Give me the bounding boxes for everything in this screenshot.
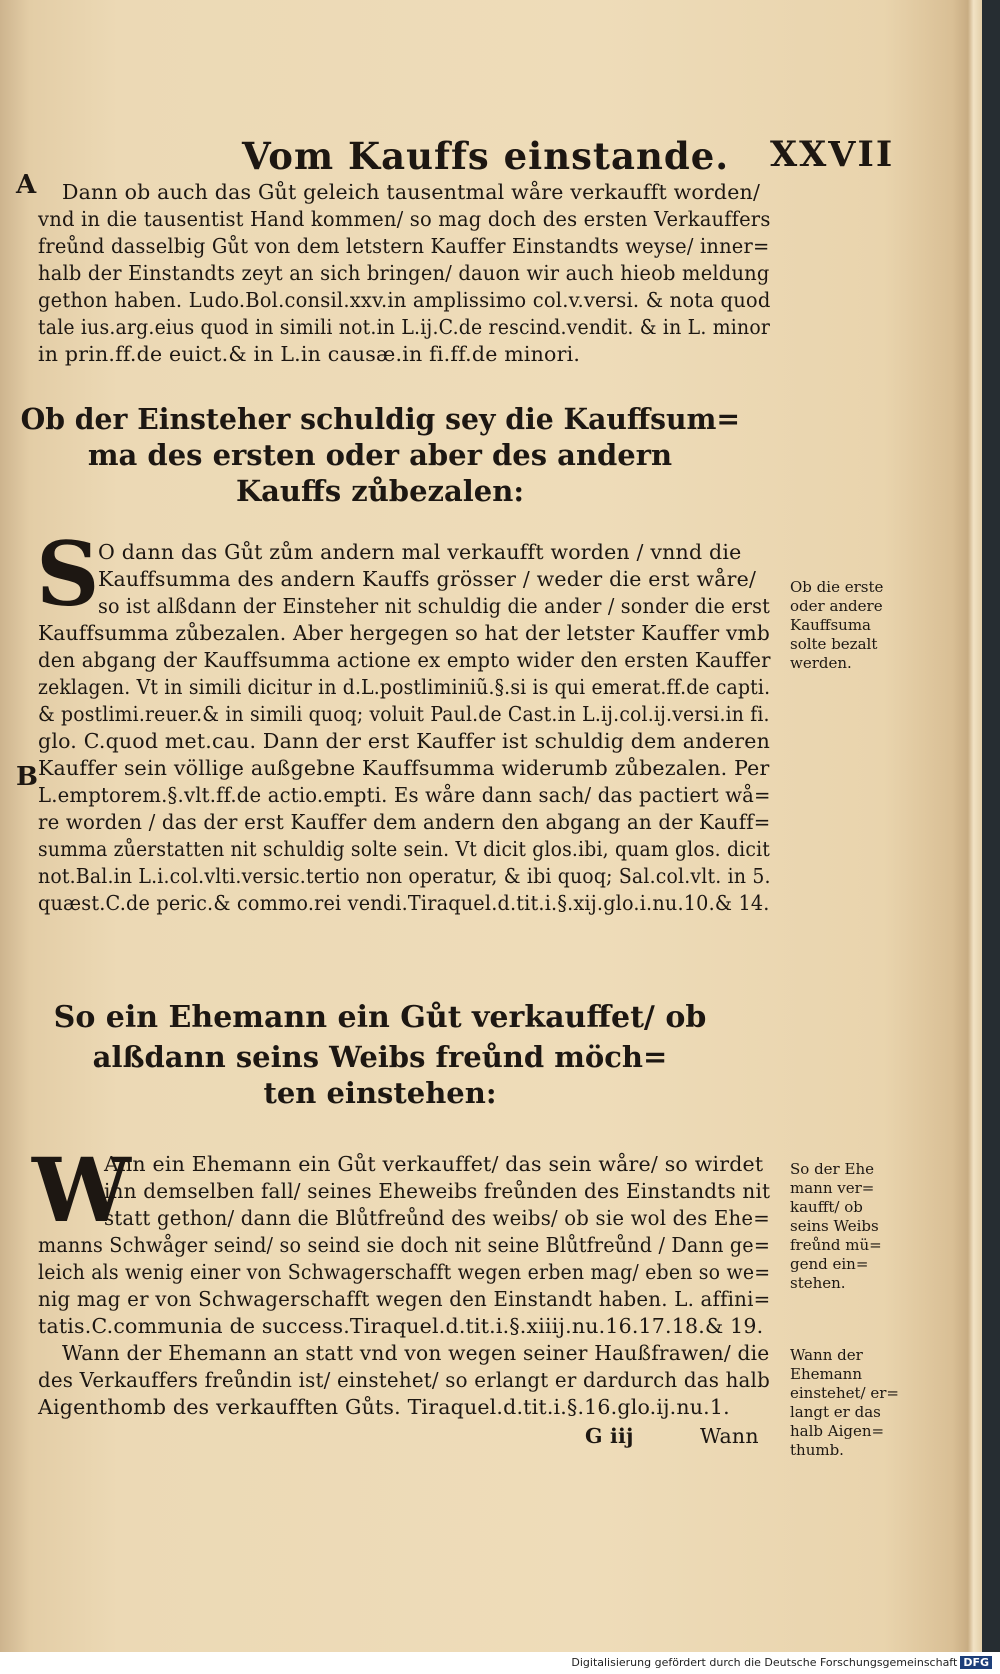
text-line: so ist alßdann der Einsteher nit schuldig die ander / sonder die erst xyxy=(98,594,771,618)
dfg-logo: DFG xyxy=(960,1656,992,1669)
margin-letter-b: B xyxy=(16,762,38,792)
drop-cap: S xyxy=(36,522,100,626)
text-line: glo. C.quod met.cau. Dann der erst Kauffer ist schuldig dem anderen xyxy=(38,729,770,753)
text-line: zeklagen. Vt in simili dicitur in d.L.postliminiũ.§.si is qui emerat.ff.de capti. xyxy=(38,675,771,699)
heading-line: alßdann seins Weibs freůnd möch= xyxy=(92,1040,668,1074)
text-line: den abgang der Kauffsumma actione ex empto wider den ersten Kauffer xyxy=(38,648,771,672)
text-line: tale ius.arg.eius quod in simili not.in L.ij.C.de rescind.vendit. & in L. minor xyxy=(38,315,771,339)
text-line: Kauffer sein völlige außgebne Kauffsumma widerumb zůbezalen. Per xyxy=(38,756,770,780)
signature-mark: G iij xyxy=(585,1424,634,1448)
heading-line: ma des ersten oder aber des andern xyxy=(87,438,673,472)
text-line: des Verkauffers freůndin ist/ einstehet/ so erlangt er dardurch das halb xyxy=(38,1368,770,1392)
text-line: in prin.ff.de euict.& in L.in causæ.in fi.ff.de minori. xyxy=(38,342,581,366)
text-line: manns Schwåger seind/ so seind sie doch nit seine Blůtfreůnd / Dann ge= xyxy=(38,1233,771,1257)
marginal-note: Wann der Ehemann einstehet/ er= langt er das halb Aigen= thumb. xyxy=(790,1346,899,1459)
text-line: inn demselben fall/ seines Eheweibs freůnden des Einstandts nit xyxy=(104,1179,771,1203)
text-line: vnd in die tausentist Hand kommen/ so mag doch des ersten Verkauffers xyxy=(38,207,771,231)
heading-line: Kauffs zůbezalen: xyxy=(235,474,525,508)
text-line: statt gethon/ dann die Blůtfreůnd des weibs/ ob sie wol des Ehe= xyxy=(104,1206,770,1230)
text-line: nig mag er von Schwagerschafft wegen den Einstandt haben. L. affini= xyxy=(38,1287,771,1311)
text-line: gethon haben. Ludo.Bol.consil.xxv.in amplissimo col.v.versi. & nota quod xyxy=(38,288,771,312)
heading-line: ten einstehen: xyxy=(263,1076,497,1110)
text-line: Dann ob auch das Gůt geleich tausentmal wåre verkaufft worden/ xyxy=(62,180,761,204)
drop-cap: W xyxy=(32,1138,131,1242)
page-edge xyxy=(968,0,982,1652)
text-line: summa zůerstatten nit schuldig solte sein. Vt dicit glos.ibi, quam glos. dicit xyxy=(38,837,770,861)
text-line: leich als wenig einer von Schwagerschafft wegen erben mag/ eben so we= xyxy=(38,1260,771,1284)
text-line: Ann ein Ehemann ein Gůt verkauffet/ das sein wåre/ so wirdet xyxy=(104,1152,764,1176)
text-line: Kauffsumma zůbezalen. Aber hergegen so hat der letster Kauffer vmb xyxy=(38,621,771,645)
text-line: freůnd dasselbig Gůt von dem letstern Kauffer Einstandts weyse/ inner= xyxy=(38,234,770,258)
text-line: halb der Einstandts zeyt an sich bringen/ dauon wir auch hieob meldung xyxy=(38,261,770,285)
marginal-note: So der Ehe mann ver= kaufft/ ob seins Weibs freůnd mü= gend ein= stehen. xyxy=(790,1160,882,1292)
text-line: Wann der Ehemann an statt vnd von wegen seiner Haußfrawen/ die xyxy=(62,1341,770,1365)
credit-text: Digitalisierung gefördert durch die Deutsche Forschungsgemeinschaft xyxy=(571,1656,958,1669)
text-line: L.emptorem.§.vlt.ff.de actio.empti. Es wåre dann sach/ das pactiert wå= xyxy=(38,783,771,807)
marginal-note: Ob die erste oder andere Kauffsuma solte bezalt werden. xyxy=(790,578,884,672)
running-header: Vom Kauffs einstande. xyxy=(242,134,730,178)
margin-letter-a: A xyxy=(16,170,37,200)
text-line: & postlimi.reuer.& in simili quoq; voluit Paul.de Cast.in L.ij.col.ij.versi.in fi. xyxy=(38,702,770,726)
digitization-credit xyxy=(571,1656,992,1669)
text-line: re worden / das der erst Kauffer dem andern den abgang an der Kauff= xyxy=(38,810,771,834)
text-line: not.Bal.in L.i.col.vlti.versic.tertio non operatur, & ibi quoq; Sal.col.vlt. in 5. xyxy=(38,864,771,888)
catchword: Wann xyxy=(700,1424,759,1448)
text-line: Kauffsumma des andern Kauffs grösser / weder die erst wåre/ xyxy=(98,567,757,591)
text-line: quæst.C.de peric.& commo.rei vendi.Tiraquel.d.tit.i.§.xij.glo.i.nu.10.& 14. xyxy=(38,891,770,915)
text-line: Aigenthomb des verkaufften Gůts. Tiraquel.d.tit.i.§.16.glo.ij.nu.1. xyxy=(38,1395,730,1419)
heading-line: So ein Ehemann ein Gůt verkauffet/ ob xyxy=(53,1000,707,1035)
heading-line: Ob der Einsteher schuldig sey die Kauffsum= xyxy=(20,402,740,436)
folio-number: XXVII xyxy=(770,134,895,175)
text-line: tatis.C.communia de success.Tiraquel.d.tit.i.§.xiiij.nu.16.17.18.& 19. xyxy=(38,1314,764,1338)
text-line: O dann das Gůt zům andern mal verkaufft worden / vnnd die xyxy=(98,540,742,564)
